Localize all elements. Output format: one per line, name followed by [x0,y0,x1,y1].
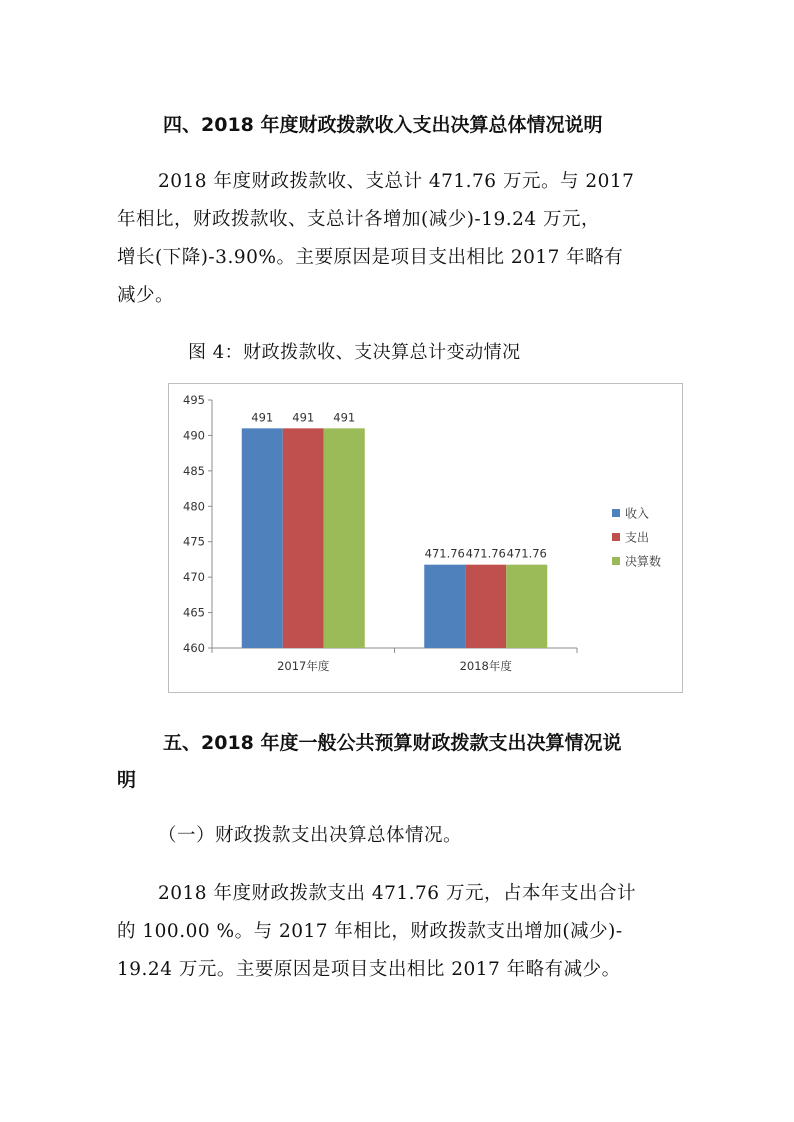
y-tick-label: 495 [183,393,205,407]
section-5-subheading: （一）财政拨款支出决算总体情况。 [158,825,463,846]
section-4-paragraph-line: 增长(下降)-3.90%。主要原因是项目支出相比 2017 年略有 [117,247,624,268]
y-tick-label: 465 [183,605,205,620]
bar [283,428,324,648]
section-4-paragraph-line: 2018 年度财政拨款收、支总计 471.76 万元。与 2017 [158,171,635,192]
bar [506,565,547,648]
bar [424,565,465,648]
section-4-paragraph-line: 年相比，财政拨款收、支总计各增加(减少)-19.24 万元， [117,209,601,230]
bar [242,428,283,648]
y-tick-label: 460 [183,641,205,655]
bar-data-label: 491 [292,410,315,425]
bar-data-label: 471.76 [424,546,465,561]
section-5-heading-continued: 明 [117,769,137,791]
x-category-label: 2018年度 [459,659,512,673]
x-category-label: 2017年度 [277,659,330,673]
y-tick-label: 470 [183,570,205,585]
bar-data-label: 471.76 [465,546,506,561]
section-5-heading: 五、2018 年度一般公共预算财政拨款支出决算情况说 [163,732,622,754]
legend-label: 收入 [625,506,650,521]
bar [465,565,506,648]
bar-data-label: 471.76 [506,546,547,561]
legend-label: 决算数 [625,554,662,569]
section-5-paragraph-line: 2018 年度财政拨款支出 471.76 万元，占本年支出合计 [158,883,636,904]
bar-data-label: 491 [333,410,356,425]
section-4-paragraph-line: 减少。 [117,285,175,306]
y-tick-label: 480 [183,499,205,514]
bar-chart [169,384,682,692]
bar [324,428,365,648]
legend-swatch [612,509,620,517]
y-tick-label: 490 [183,428,205,443]
bar-chart-frame [168,383,683,693]
bar-data-label: 491 [251,410,274,425]
legend-swatch [612,557,620,565]
legend-label: 支出 [625,530,650,545]
section-5-paragraph-line: 19.24 万元。主要原因是项目支出相比 2017 年略有减少。 [117,959,621,980]
y-tick-label: 485 [183,463,205,478]
section-5-paragraph-line: 的 100.00 %。与 2017 年相比，财政拨款支出增加(减少)- [117,921,623,942]
figure-caption: 图 4：财政拨款收、支决算总计变动情况 [188,342,521,363]
legend-swatch [612,533,620,541]
section-4-heading: 四、2018 年度财政拨款收入支出决算总体情况说明 [163,114,603,136]
y-tick-label: 475 [183,534,205,549]
